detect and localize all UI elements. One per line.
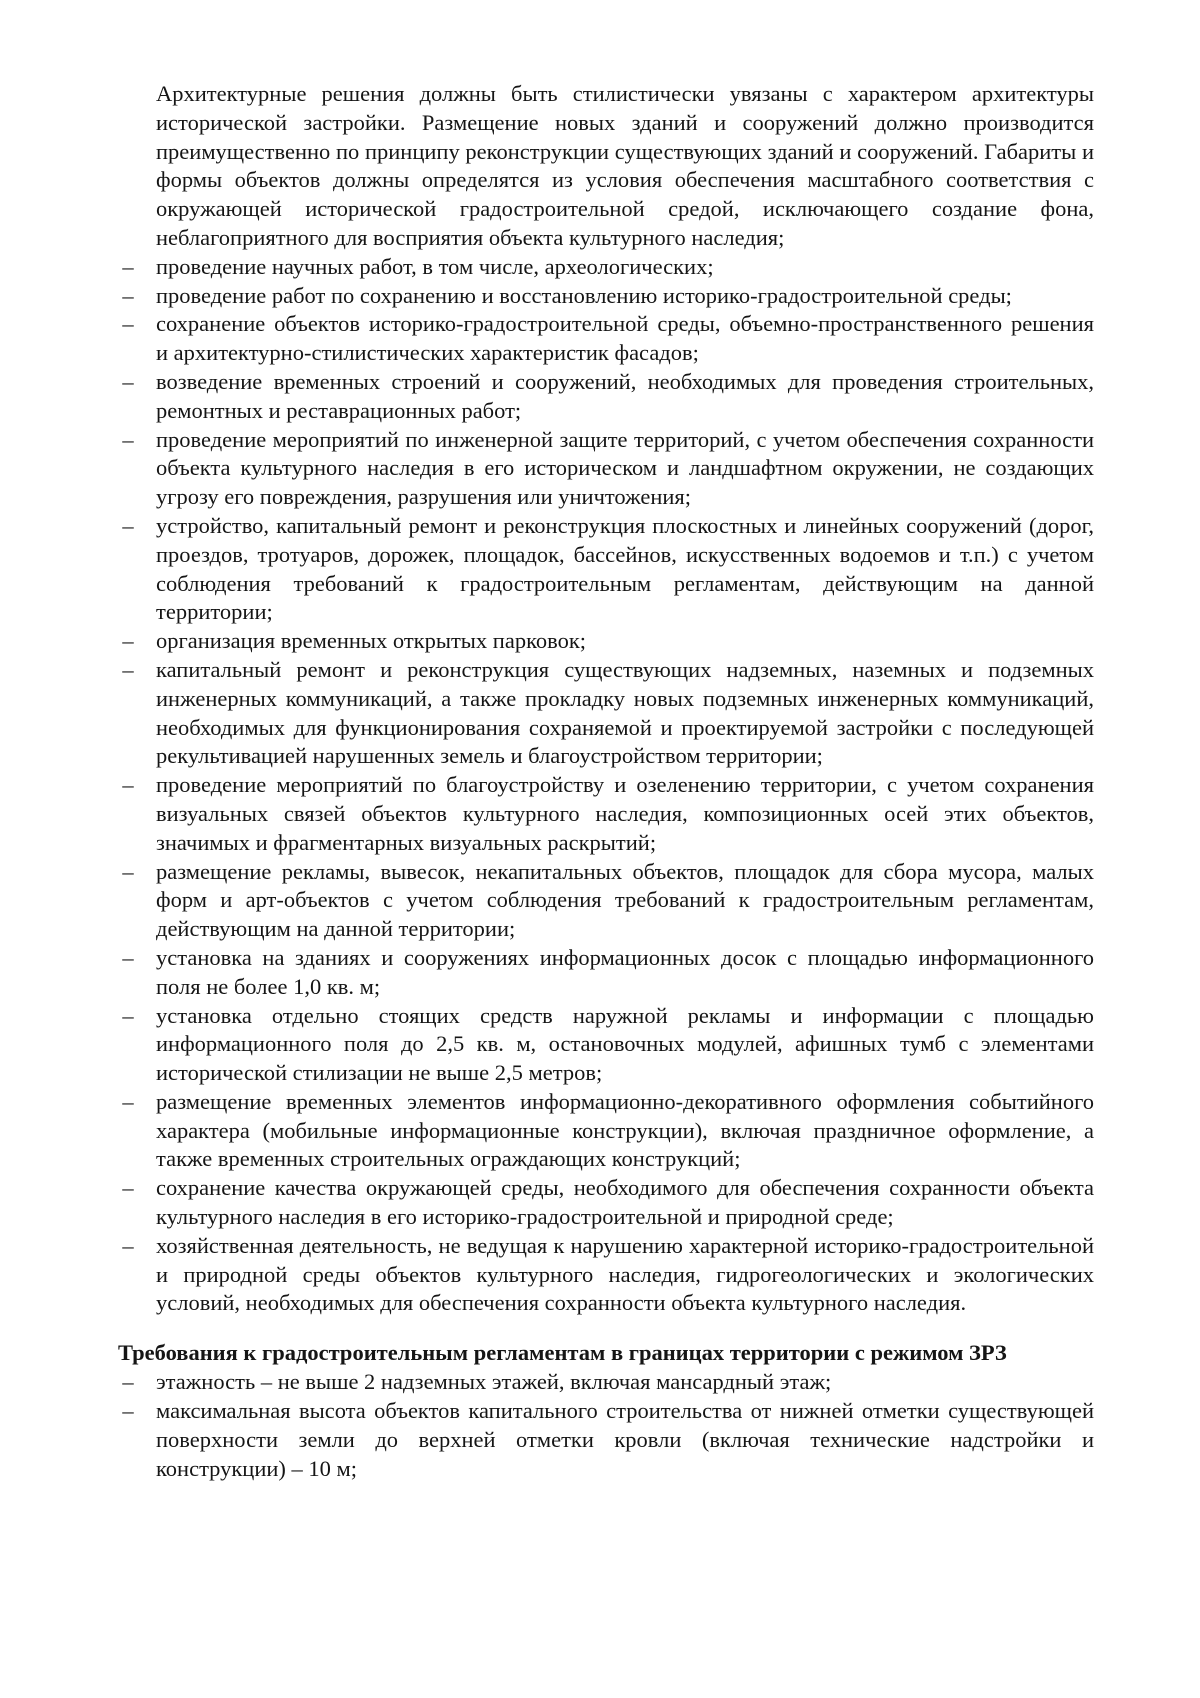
requirement-item-text: этажность – не выше 2 надземных этажей, включая мансардный этаж; [156, 1369, 832, 1395]
activity-item [122, 1088, 1094, 1174]
bullet-dash: – [122, 512, 134, 538]
activity-item [122, 512, 1094, 627]
bullet-dash: – [122, 1088, 134, 1114]
activity-item [122, 771, 1094, 857]
activity-item [122, 944, 1094, 1002]
document-body [118, 80, 1094, 1483]
zrz-requirements-list [122, 1368, 1094, 1483]
activity-item-text: установка отдельно стоящих средств наружной рекламы и информации с площадью информационного поля до 2,5 кв. м, остановочных модулей, афишных тумб с элементами исторической стилизации не выше 2,5 метров; [156, 1002, 1094, 1086]
activity-item-text: организация временных открытых парковок; [156, 628, 587, 654]
activity-item-text: проведение мероприятий по инженерной защите территорий, с учетом обеспечения сохранности объекта культурного наследия в его историческом и ландшафтном окружении, не создающих угрозу его повреждения, разрушения или уничтожения; [156, 426, 1094, 510]
activity-item [122, 253, 1094, 282]
activity-item [122, 282, 1094, 311]
activity-item [122, 858, 1094, 944]
bullet-dash: – [122, 1175, 134, 1201]
activity-item-text: размещение рекламы, вывесок, некапитальных объектов, площадок для сбора мусора, малых форм и арт-объектов с учетом соблюдения требований к градостроительным регламентам, действующим на данной территории; [156, 858, 1094, 942]
bullet-dash: – [122, 253, 134, 279]
activity-item [122, 1232, 1094, 1318]
activity-item [122, 627, 1094, 656]
activity-item-text: сохранение объектов историко-градостроительной среды, объемно-пространственного решения и архитектурно-стилистических характеристик фасадов; [156, 311, 1094, 366]
activity-item-text: сохранение качества окружающей среды, необходимого для обеспечения сохранности объекта культурного наследия в его историко-градостроительной и природной среде; [156, 1175, 1094, 1230]
activity-item-text: установка на зданиях и сооружениях информационных досок с площадью информационного поля не более 1,0 кв. м; [156, 944, 1094, 999]
bullet-dash: – [122, 1398, 134, 1424]
bullet-dash: – [122, 282, 134, 308]
section-heading: Требования к градостроительным регламентам в границах территории с режимом ЗРЗ [118, 1340, 1007, 1366]
activity-item [122, 656, 1094, 771]
bullet-dash: – [122, 656, 134, 682]
bullet-dash: – [122, 368, 134, 394]
activity-item-text: размещение временных элементов информационно-декоративного оформления событийного характера (мобильные информационные конструкции), включая праздничное оформление, а также временных строительных ограждающих конструкций; [156, 1088, 1094, 1172]
activity-item-text: капитальный ремонт и реконструкция существующих надземных, наземных и подземных инженерных коммуникаций, а также прокладку новых подземных инженерных коммуникаций, необходимых для функционирования сохраняемой и проектируемой застройки с последующей рекультивацией нарушенных земель и благоустройством территории; [156, 656, 1094, 769]
bullet-dash: – [122, 1369, 134, 1395]
activity-item-text: возведение временных строений и сооружений, необходимых для проведения строительных, ремонтных и реставрационных работ; [156, 368, 1094, 423]
activity-item-text: проведение мероприятий по благоустройству и озеленению территории, с учетом сохранения визуальных связей объектов культурного наследия, композиционных осей этих объектов, значимых и фрагментарных визуальных раскрытий; [156, 772, 1094, 855]
activity-item [122, 368, 1094, 426]
bullet-dash: – [122, 628, 134, 654]
activity-item [122, 426, 1094, 512]
activity-item-text: хозяйственная деятельность, не ведущая к нарушению характерной историко-градостроительной и природной среды объектов культурного наследия, гидрогеологических и экологических условий, необходимых для обеспечения сохранности объекта культурного наследия. [156, 1232, 1094, 1316]
activity-item-text: устройство, капитальный ремонт и реконструкция плоскостных и линейных сооружений (дорог, проездов, тротуаров, дорожек, площадок, бассейнов, искусственных водоемов и т.п.) с учетом соблюдения требований к градостроительным регламентам, действующим на данной территории; [156, 512, 1094, 625]
activity-item [122, 1174, 1094, 1232]
requirement-item-text: максимальная высота объектов капитального строительства от нижней отметки существующей поверхности земли до верхней отметки кровли (включая технические надстройки и конструкции) – 10 м; [156, 1398, 1094, 1481]
activity-item [122, 1002, 1094, 1088]
bullet-dash: – [122, 858, 134, 884]
permitted-activities-list [122, 253, 1094, 1318]
bullet-dash: – [122, 772, 134, 798]
activity-item-text: проведение работ по сохранению и восстановлению историко-градостроительной среды; [156, 282, 1012, 308]
intro-paragraph: Архитектурные решения должны быть стилистически увязаны с характером архитектуры исторической застройки. Размещение новых зданий и сооружений должно производится преимущественно по принципу реконструкции существующих зданий и сооружений. Габариты и формы объектов должны определятся из условия обеспечения масштабного соответствия с окружающей исторической градостроительной средой, исключающего создание фона, неблагоприятного для восприятия объекта культурного наследия; [156, 81, 1094, 250]
requirement-item [122, 1397, 1094, 1483]
bullet-dash: – [122, 311, 134, 337]
bullet-dash: – [122, 426, 134, 452]
bullet-dash: – [122, 1002, 134, 1028]
bullet-dash: – [122, 1232, 134, 1258]
requirement-item [122, 1368, 1094, 1397]
activity-item [122, 310, 1094, 368]
activity-item-text: проведение научных работ, в том числе, археологических; [156, 253, 714, 279]
bullet-dash: – [122, 944, 134, 970]
